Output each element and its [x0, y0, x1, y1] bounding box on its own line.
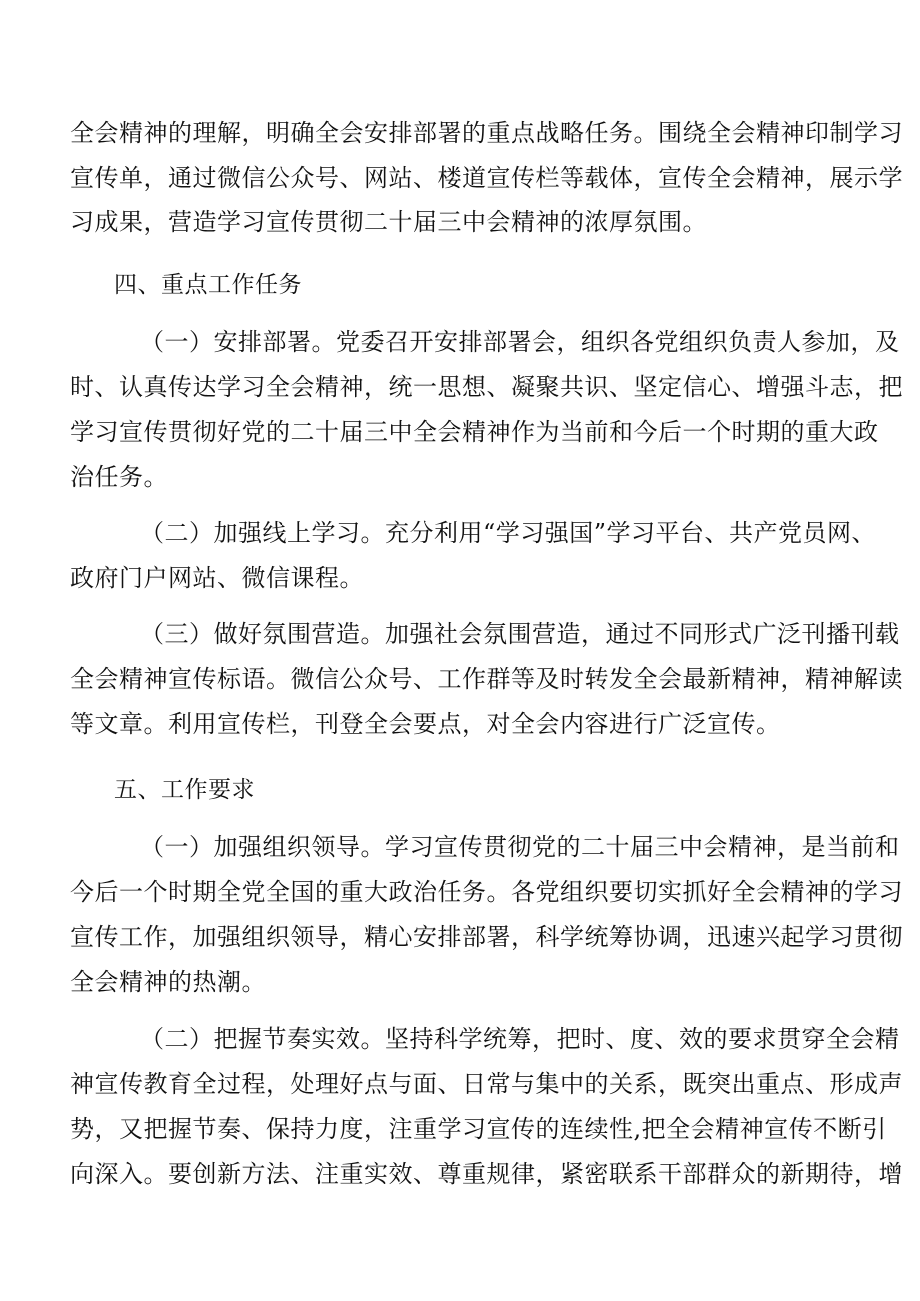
s4-item1-line-4: 治任务。: [70, 463, 168, 491]
s4-item3-line-1: （三）做好氛围营造。加强社会氛围营造，通过不同形式广泛刊播刊载: [140, 620, 900, 648]
intro-line-2: 宣传单，通过微信公众号、网站、楼道宣传栏等载体，宣传全会精神，展示学: [70, 164, 903, 192]
s4-item1-line-3: 学习宣传贯彻好党的二十届三中全会精神作为当前和今后一个时期的重大政: [70, 418, 879, 446]
s5-item1-line-4: 全会精神的热潮。: [70, 968, 266, 996]
s5-item2-line-3: 势，又把握节奏、保持力度，注重学习宣传的连续性,把全会精神宣传不断引: [70, 1115, 887, 1143]
s4-item3-line-3: 等文章。利用宣传栏，刊登全会要点，对全会内容进行广泛宣传。: [70, 710, 781, 738]
section-5-heading: 五、工作要求: [114, 777, 255, 803]
s5-item1-line-3: 宣传工作，加强组织领导，精心安排部署，科学统筹协调，迅速兴起学习贯彻: [70, 923, 903, 951]
s5-item1-line-1: （一）加强组织领导。学习宣传贯彻党的二十届三中会精神，是当前和: [140, 833, 900, 861]
s5-item2-line-1: （二）把握节奏实效。坚持科学统筹，把时、度、效的要求贯穿全会精: [140, 1025, 900, 1053]
intro-line-1: 全会精神的理解，明确全会安排部署的重点战略任务。围绕全会精神印制学习: [70, 119, 903, 147]
s5-item1-line-2: 今后一个时期全党全国的重大政治任务。各党组织要切实抓好全会精神的学习: [70, 878, 903, 906]
s4-item3-line-2: 全会精神宣传标语。微信公众号、工作群等及时转发全会最新精神，精神解读: [70, 665, 903, 693]
s4-item1-line-2: 时、认真传达学习全会精神，统一思想、凝聚共识、坚定信心、增强斗志，把: [70, 373, 903, 401]
intro-line-3: 习成果，营造学习宣传贯彻二十届三中会精神的浓厚氛围。: [70, 208, 707, 236]
s4-item2-line-2: 政府门户网站、微信课程。: [70, 564, 364, 592]
s4-item2-line-1: （二）加强线上学习。充分利用“学习强国”学习平台、共产党员网、: [140, 519, 877, 547]
s4-item1-line-1: （一）安排部署。党委召开安排部署会，组织各党组织负责人参加，及: [140, 328, 900, 356]
s5-item2-line-4: 向深入。要创新方法、注重实效、尊重规律，紧密联系干部群众的新期待，增: [70, 1160, 903, 1188]
section-4-heading: 四、重点工作任务: [114, 272, 302, 298]
s5-item2-line-2: 神宣传教育全过程，处理好点与面、日常与集中的关系，既突出重点、形成声: [70, 1070, 903, 1098]
